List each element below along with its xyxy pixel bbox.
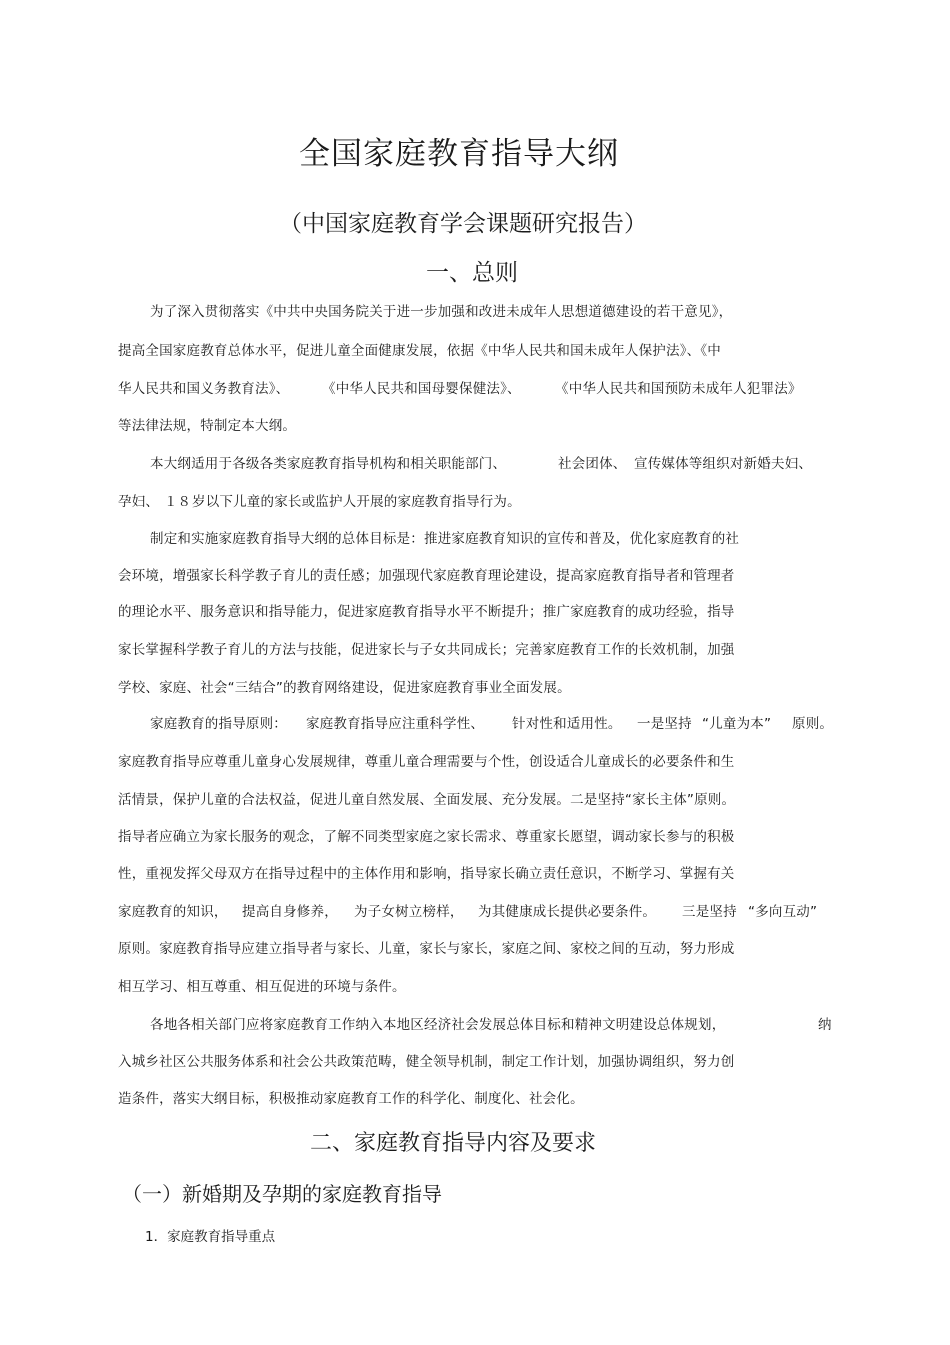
paragraph-line: 纳	[818, 1017, 832, 1033]
paragraph-line: 指导者应确立为家长服务的观念，了解不同类型家庭之家长需求、尊重家长愿望，调动家长参与的积极	[118, 829, 735, 845]
paragraph-line: 等法律法规，特制定本大纲。	[118, 418, 297, 434]
document-subtitle: （中国家庭教育学会课题研究报告）	[279, 211, 647, 237]
paragraph-line: 家长掌握科学教子育儿的方法与技能，促进家长与子女共同成长；完善家庭教育工作的长效机制，加强	[118, 642, 735, 658]
paragraph-line: 家庭教育指导应注重科学性、	[306, 716, 485, 732]
paragraph-line: 的理论水平、服务意识和指导能力，促进家庭教育指导水平不断提升；推广家庭教育的成功经验，指导	[118, 604, 735, 620]
paragraph-line: 性，重视发挥父母双方在指导过程中的主体作用和影响，指导家长确立责任意识，不断学习、掌握有关	[118, 866, 735, 882]
paragraph-line: 提高自身修养，	[242, 904, 338, 920]
paragraph-line: 一是坚持	[637, 716, 692, 732]
paragraph-line: “多向互动”	[748, 904, 818, 920]
paragraph-line: 各地各相关部门应将家庭教育工作纳入本地区经济社会发展总体目标和精神文明建设总体规划，	[150, 1017, 726, 1033]
section-heading-general: 一、总则	[426, 260, 518, 286]
paragraph-line: 为了深入贯彻落实《中共中央国务院关于进一步加强和改进未成年人思想道德建设的若干意见》，	[150, 304, 733, 320]
paragraph-line: 宣传媒体等组织对新婚夫妇、	[634, 456, 813, 472]
paragraph-line: 本大纲适用于各级各类家庭教育指导机构和相关职能部门、	[150, 456, 507, 472]
paragraph-line: 孕妇、	[118, 494, 160, 510]
paragraph-line: 会环境，增强家长科学教子育儿的责任感；加强现代家庭教育理论建设，提高家庭教育指导者和管理者	[118, 568, 735, 584]
section-heading-content: 二、家庭教育指导内容及要求	[310, 1131, 597, 1156]
paragraph-line: 为其健康成长提供必要条件。	[478, 904, 657, 920]
paragraph-line: 三是坚持	[682, 904, 737, 920]
paragraph-line: 社会团体、	[558, 456, 627, 472]
paragraph-line: 家庭教育指导应尊重儿童身心发展规律，尊重儿童合理需要与个性，创设适合儿童成长的必要条件和生	[118, 754, 735, 770]
paragraph-line: 制定和实施家庭教育指导大纲的总体目标是：推进家庭教育知识的宣传和普及，优化家庭教育的社	[150, 531, 740, 547]
paragraph-line: 相互学习、相互尊重、相互促进的环境与条件。	[118, 979, 406, 995]
subsection-heading: （一）新婚期及孕期的家庭教育指导	[122, 1182, 442, 1206]
paragraph-line: 入城乡社区公共服务体系和社会公共政策范畴，健全领导机制，制定工作计划，加强协调组织，努力创	[118, 1054, 735, 1070]
paragraph-line: “儿童为本”	[702, 716, 772, 732]
paragraph-line: 活情景，保护儿童的合法权益，促进儿童自然发展、全面发展、充分发展。二是坚持“家长主体”原则。	[118, 792, 736, 808]
paragraph-line: 学校、家庭、社会“三结合”的教育网络建设，促进家庭教育事业全面发展。	[118, 680, 571, 696]
paragraph-line: 针对性和适用性。	[512, 716, 622, 732]
paragraph-line: 岁以下儿童的家长或监护人开展的家庭教育指导行为。	[192, 494, 521, 510]
document-title: 全国家庭教育指导大纲	[299, 136, 619, 172]
paragraph-line: 《中华人民共和国预防未成年人犯罪法》	[555, 381, 802, 397]
paragraph-line: 提高全国家庭教育总体水平，促进儿童全面健康发展，依据《中华人民共和国未成年人保护法》、《中	[118, 343, 721, 359]
paragraph-line: 原则。家庭教育指导应建立指导者与家长、儿童，家长与家长，家庭之间、家校之间的互动，努力形成	[118, 941, 735, 957]
paragraph-line: 家庭教育的指导原则：	[150, 716, 287, 732]
paragraph-line: １８	[164, 494, 191, 510]
paragraph-line: 《中华人民共和国母婴保健法》、	[322, 381, 521, 397]
paragraph-line: 造条件，落实大纲目标，积极推动家庭教育工作的科学化、制度化、社会化。	[118, 1091, 584, 1107]
list-item-heading: 1．家庭教育指导重点	[145, 1229, 276, 1245]
paragraph-line: 为子女树立榜样，	[354, 904, 464, 920]
paragraph-line: 原则。	[792, 716, 834, 732]
paragraph-line: 家庭教育的知识，	[118, 904, 228, 920]
paragraph-line: 华人民共和国义务教育法》、	[118, 381, 290, 397]
